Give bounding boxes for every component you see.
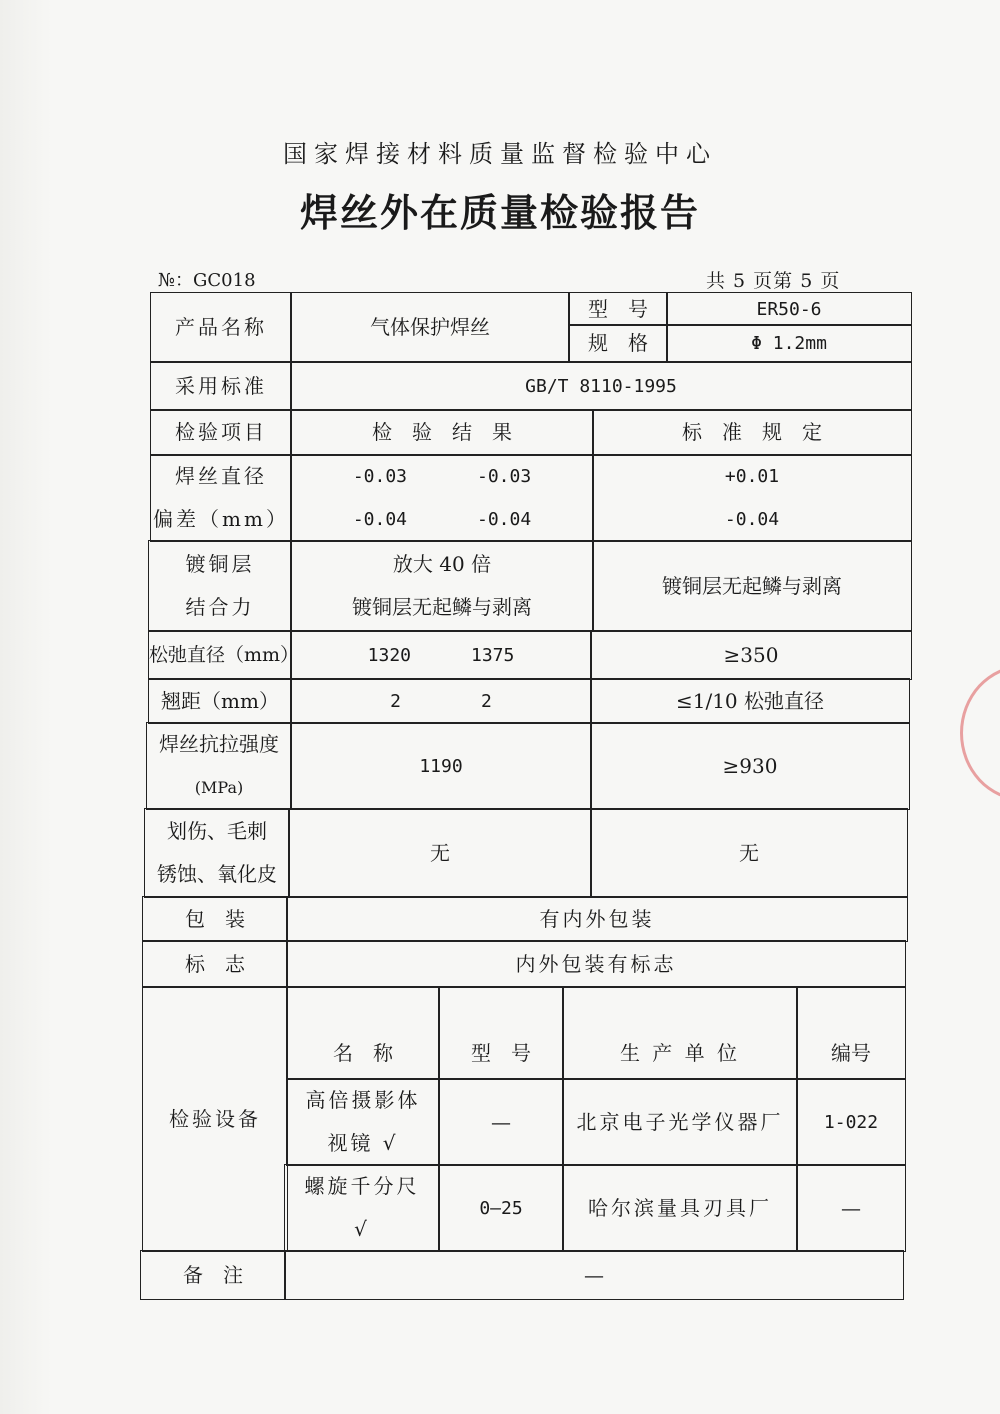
packing-value: 有内外包装 [286,896,908,942]
helix-standard: ≤1/10 松弛直径 [590,678,910,724]
equipment-1-number: 1-022 [796,1078,906,1166]
equipment-1-name-line2: 视镜 √ [327,1131,399,1155]
tensile-result: 1190 [290,722,592,810]
equipment-2-name [284,1164,440,1252]
diameter-label-line1: 焊丝直径 [175,464,267,488]
scratch-label-line2: 锈蚀、氧化皮 [157,862,277,886]
packing-label: 包 装 [142,896,288,942]
equipment-header-model: 型 号 [438,986,564,1080]
diameter-r2a: -0.04 [352,509,407,530]
cast-label: 松弛直径（mm） [148,630,292,680]
helix-label: 翘距（mm） [148,678,292,724]
copper-label-line1: 镀铜层 [185,552,255,576]
tensile-standard: ≥930 [590,722,910,810]
cast-standard: ≥350 [590,630,912,680]
diameter-result-row2 [353,498,531,541]
standard-value: GB/T 8110-1995 [290,361,912,411]
equipment-header-name: 名 称 [286,986,440,1080]
diameter-label-line2: 偏差（mm） [153,507,289,531]
equipment-2-number: — [796,1164,906,1252]
red-stamp [960,665,1000,801]
scratch-label [144,808,290,898]
copper-result [290,540,594,632]
diameter-label [150,454,292,542]
diameter-r1a: -0.03 [352,466,407,487]
equipment-2-maker: 哈尔滨量具刃具厂 [562,1164,798,1252]
organization-name: 国家焊接材料质量监督检验中心 [283,140,717,168]
copper-standard: 镀铜层无起鳞与剥离 [592,540,912,632]
equipment-2-model: 0—25 [438,1164,564,1252]
diameter-standard [592,454,912,542]
copper-label-line2: 结合力 [185,595,255,619]
cast-results [290,630,592,680]
header-result: 检 验 结 果 [290,409,594,456]
standard-label: 采用标准 [150,361,292,411]
helix-r-a: 2 [390,690,401,712]
header-standard: 标 准 规 定 [592,409,912,456]
scratch-result: 无 [288,808,592,898]
marking-value: 内外包装有标志 [286,940,906,988]
spec-value: Φ 1.2mm [666,324,912,363]
copper-result-line2: 镀铜层无起鳞与剥离 [352,595,532,619]
scratch-label-line1: 划伤、毛刺 [167,819,267,843]
equipment-2-name-line1: 螺旋千分尺 [304,1174,420,1198]
diameter-r2b: -0.04 [477,509,532,530]
equipment-2-name-line2: √ [354,1217,370,1241]
equipment-label: 检验设备 [142,986,288,1252]
model-value: ER50-6 [666,292,912,326]
scratch-standard: 无 [590,808,908,898]
diameter-std1: +0.01 [724,466,780,487]
equipment-1-model: — [438,1078,564,1166]
report-number: №：GC018 [158,270,256,291]
product-name-value: 气体保护焊丝 [290,292,570,363]
equipment-1-name [286,1078,440,1166]
tensile-label [146,722,292,810]
diameter-std2: -0.04 [724,509,780,530]
equipment-1-maker: 北京电子光学仪器厂 [562,1078,798,1166]
page-count: 共 5 页第 5 页 [706,270,841,292]
diameter-results [290,454,594,542]
diameter-result-row1 [353,455,531,498]
spec-label: 规 格 [568,324,668,363]
product-name-label: 产品名称 [150,292,292,363]
diameter-r1b: -0.03 [477,466,532,487]
tensile-label-line1: 焊丝抗拉强度 [159,732,279,756]
copper-result-line1: 放大 40 倍 [392,552,492,576]
cast-r-b: 1375 [471,644,515,666]
cast-r-a: 1320 [367,644,411,666]
equipment-header-maker: 生 产 单 位 [562,986,798,1080]
model-label: 型 号 [568,292,668,326]
tensile-label-line2: (MPa) [194,778,244,797]
remarks-value: — [284,1250,904,1300]
report-title: 焊丝外在质量检验报告 [299,191,700,235]
copper-label [148,540,292,632]
equipment-1-name-line1: 高倍摄影体 [305,1088,421,1112]
helix-r-b: 2 [481,690,492,712]
equipment-header-number: 编号 [796,986,906,1080]
marking-label: 标 志 [142,940,288,988]
header-item: 检验项目 [150,409,292,456]
remarks-label: 备 注 [140,1250,286,1300]
helix-results [290,678,592,724]
